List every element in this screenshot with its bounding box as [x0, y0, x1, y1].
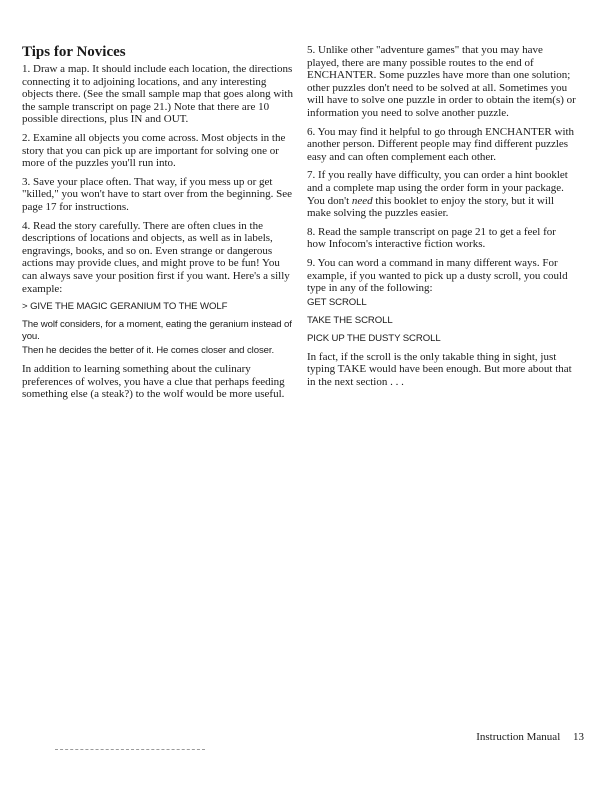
tip-1: 1. Draw a map. It should include each location, the directions connecting it to adjoining locations, and any interesting objects there. (See the small sample map that goes along with the sample transcript on page 21.) Note that there are 10 possible directions, plus IN and OUT. — [22, 63, 293, 126]
page-footer — [476, 731, 584, 743]
tip-5: 5. Unlike other "adventure games" that you may have played, there are many possible routes to the end of ENCHANTER. Some puzzles have more than one solution; other puzzles don't need to be solved at all. Sometimes you will have to solve one puzzle in order to obtain the item(s) or information you need to solve another puzzle. — [307, 44, 576, 119]
example-command: > GIVE THE MAGIC GERANIUM TO THE WOLF — [22, 301, 228, 313]
example-response-1: The wolf considers, for a moment, eating the geranium instead of you. — [22, 319, 292, 343]
tip-4-followup: In addition to learning something about the culinary preferences of wolves, you have a clue that perhaps feeding something else (a steak?) to the wolf would be more useful. — [22, 363, 285, 401]
tip-3: 3. Save your place often. That way, if you mess up or get "killed," you won't have to start over from the beginning. See page 17 for instructions. — [22, 175, 293, 213]
example-response-2: Then he decides the better of it. He comes closer and closer. — [22, 345, 275, 357]
command-example: TAKE THE SCROLL — [307, 314, 393, 326]
tip-8: 8. Read the sample transcript on page 21 to get a feel for how Infocom's interactive fiction works. — [307, 225, 556, 251]
section-heading: Tips for Novices — [22, 44, 126, 60]
command-example: GET SCROLL — [307, 296, 367, 308]
tip-6: 6. You may find it helpful to go through ENCHANTER with another person. Different people may find different puzzles easy and can often complement each other. — [307, 125, 575, 163]
tip-7-text-before: 7. If you really have difficulty, you can order a hint booklet and a complete map using the order form in your package. You don't — [307, 169, 568, 207]
scan-artifact-line — [55, 749, 205, 750]
command-examples — [307, 297, 577, 345]
page-number: 13 — [573, 731, 584, 743]
tip-2: 2. Examine all objects you come across. Most objects in the story that you can pick up are important for solving one or more of the puzzles you'll run into. — [22, 131, 286, 170]
tip-7-emphasis: need — [351, 194, 373, 207]
command-example: PICK UP THE DUSTY SCROLL — [307, 332, 441, 344]
tip-9-followup: In fact, if the scroll is the only takable thing in sight, just typing TAKE would have been enough. But more about that in the next section . . . — [307, 350, 572, 388]
tip-7 — [307, 169, 577, 219]
tip-4: 4. Read the story carefully. There are often clues in the descriptions of locations and objects, as well as in labels, engravings, books, and so on. Even strange or dangerous actions may provide clues, and might prove to be fun! You can always save your position first if you want. Here's a silly example: — [22, 219, 290, 295]
right-column — [307, 44, 577, 394]
left-column — [22, 44, 294, 407]
tip-7-text-after: this booklet to enjoy the story, but it will make solving the puzzles easier. — [307, 194, 555, 220]
footer-label: Instruction Manual — [476, 731, 561, 743]
tip-9: 9. You can word a command in many different ways. For example, if you wanted to pick up a dusty scroll, you could type in any of the following: — [307, 256, 568, 295]
